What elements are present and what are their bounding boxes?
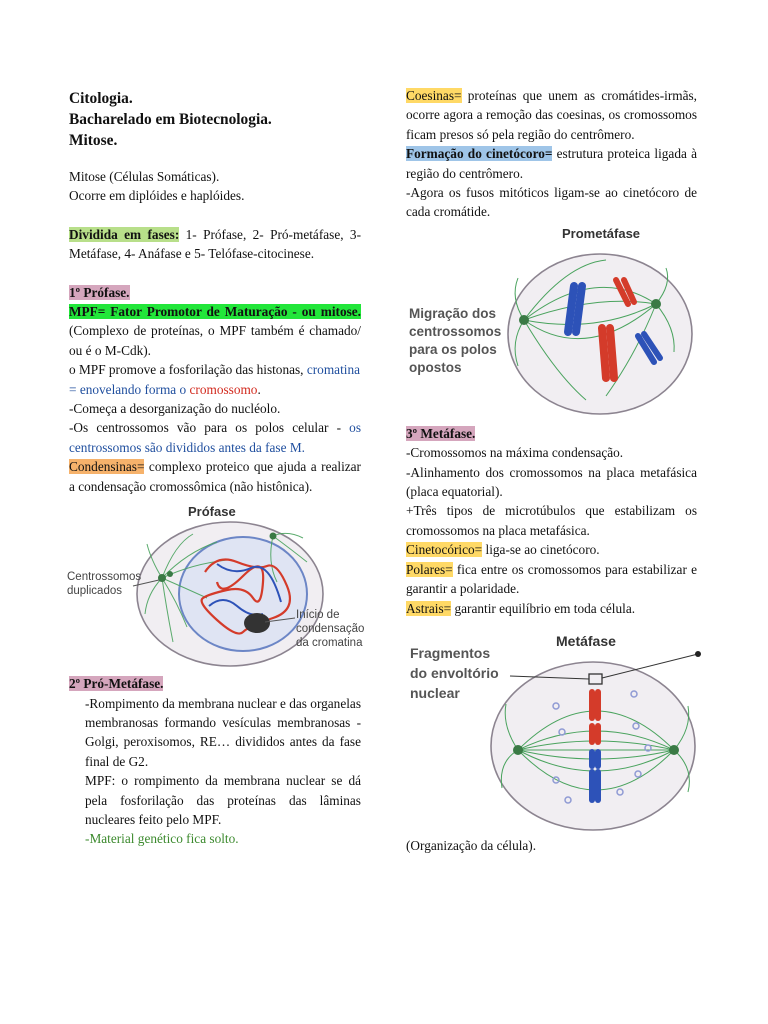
prometafase-label-1: Migração dos (409, 305, 497, 321)
metafase-label-2: do envoltório (410, 664, 499, 681)
metafase-label-1: Fragmentos (410, 644, 491, 661)
doc-title-line-2: Bacharelado em Biotecnologia. (69, 111, 272, 128)
mpf-label: MPF= Fator Promotor de Maturação - ou mitose. (69, 304, 361, 320)
profase-figure (67, 502, 367, 670)
doc-title-line-1: Citologia. (69, 90, 133, 107)
metafase-label-3: nuclear (410, 684, 460, 701)
prometafase-label-3: para os polos (409, 341, 497, 357)
centrossomos-paragraph: -Os centrossomos vão para os polos celular - os centrossomos são divididos antes da fase M. (69, 420, 361, 455)
phases-paragraph (69, 225, 361, 264)
metafase-item-1: -Cromossomos na máxima condensação. (406, 445, 624, 461)
fusos-paragraph: -Agora os fusos mitóticos ligam-se ao cinetócoro de cada cromátide. (406, 185, 697, 220)
prometafase-paragraph-3: -Material genético fica solto. (85, 831, 239, 847)
prometafase-heading: 2º Pró-Metáfase. (69, 676, 164, 692)
cinetocoro-label: Formação do cinetócoro= (406, 146, 553, 162)
phases-text: 1- Prófase, 2- Pró-metáfase, 3- Metáfase, 4- Anáfase e 5- Telófase-citocinese. (69, 226, 361, 262)
phases-label: Dividida em fases: (69, 226, 180, 242)
profase-figure-title: Prófase (188, 504, 236, 520)
astrais-paragraph: Astrais= garantir equilíbrio em toda célula. (406, 600, 636, 616)
right-column (406, 86, 697, 855)
metafase-figure-title: Metáfase (556, 632, 616, 649)
profase-heading: 1º Prófase. (69, 284, 130, 300)
prometafase-paragraph-1: -Rompimento da membrana nuclear e das organelas membranosas formando vesículas membranosas - Golgi, peroxisomos, RE… divididos antes da fase final de G2. (85, 695, 361, 769)
mpf-text: (Complexo de proteínas, o MPF também é chamado/ ou é o M-Cdk). (69, 323, 361, 358)
intro-line-2: Ocorre em diplóides e haplóides. (69, 188, 245, 204)
cinetocoro-paragraph: Formação do cinetócoro= estrutura proteica ligada à região do centrômero. (406, 146, 697, 181)
prometafase-figure-title: Prometáfase (562, 225, 641, 241)
nucleolo-line: -Começa a desorganização do nucléolo. (69, 401, 281, 417)
condensinas-label: Condensinas= (69, 459, 145, 475)
cinetocorico-paragraph: Cinetocórico= liga-se ao cinetócoro. (406, 542, 600, 558)
left-column (67, 88, 365, 849)
prometafase-label-4: opostos (409, 359, 462, 375)
cromatina-text: cromatina = enovelando forma o (69, 362, 361, 397)
mpf-histonas-paragraph: o MPF promove a fosforilação das histonas, cromatina = enovelando forma o cromossomo. (69, 362, 361, 397)
centrossomos-blue-text: os centrossomos são divididos antes da fase M. (69, 420, 361, 455)
organizacao-caption: (Organização da célula). (406, 837, 537, 853)
polares-paragraph: Polares= fica entre os cromossomos para estabilizar e garantir a polaridade. (406, 561, 697, 597)
profase-label-right-2: condensação (296, 623, 365, 636)
coesinas-paragraph: Coesinas= proteínas que unem as cromátides-irmãs, ocorre agora a remoção das coesinas, os cromossomos ficam presos só pela região do centrômero. (406, 88, 697, 142)
coesinas-label: Coesinas= (406, 88, 462, 103)
profase-label-right-1: Início de (296, 609, 340, 622)
condensinas-paragraph: Condensinas= complexo proteico que ajuda a realizar a condensação cromossômica (não histônica). (69, 459, 361, 494)
cromossomo-text: cromossomo (189, 381, 258, 397)
metafase-figure (406, 632, 706, 832)
prometafase-paragraph-2: MPF: o rompimento da membrana nuclear se dá pela fosforilação das proteínas das lâminas nucleares feito pelo MPF. (85, 773, 361, 827)
prometafase-label-2: centrossomos (409, 323, 502, 339)
profase-label-left-1: Centrossomos (67, 571, 142, 584)
metafase-item-3: +Três tipos de microtúbulos que estabilizam os cromossomos na placa metafásica. (406, 503, 697, 538)
metafase-item-2: -Alinhamento dos cromossomos na placa metafásica (placa equatorial). (406, 464, 697, 500)
metafase-heading: 3º Metáfase. (406, 425, 476, 441)
prometafase-figure (406, 224, 698, 420)
doc-title-line-3: Mitose. (69, 132, 118, 149)
profase-label-left-2: duplicados (67, 585, 122, 598)
mpf-paragraph (69, 302, 361, 360)
intro-line-1: Mitose (Células Somáticas). (69, 169, 220, 184)
profase-label-right-3: da cromatina (296, 637, 363, 650)
